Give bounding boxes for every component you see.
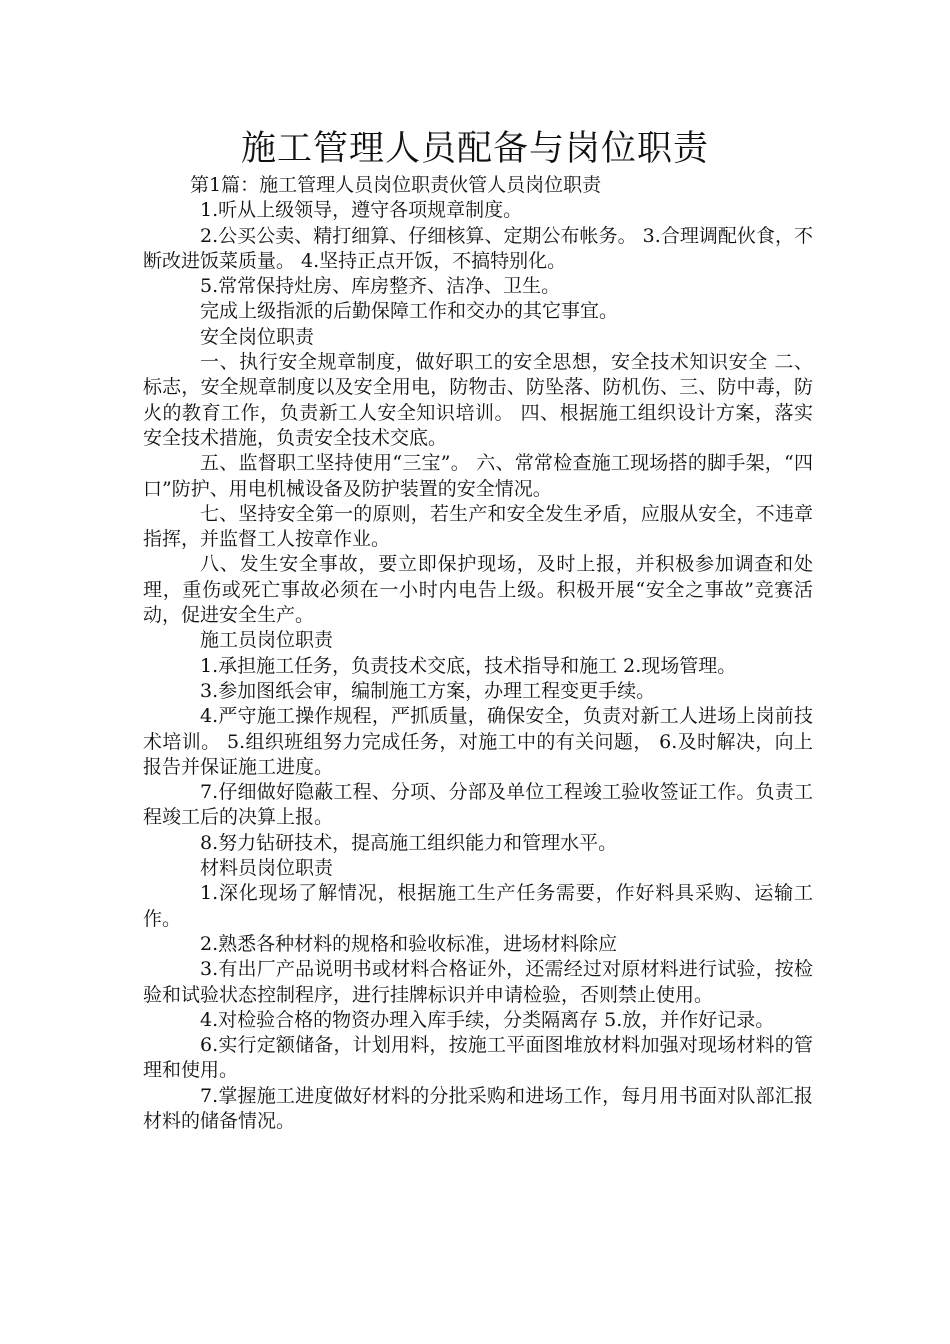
paragraph: 4.对检验合格的物资办理入库手续，分类隔离存 5.放，并作好记录。 [200,1008,775,1031]
paragraph: 1.深化现场了解情况，根据施工生产任务需要，作好料具采购、运输工作。 [143,882,813,930]
paragraph: 八、发生安全事故，要立即保护现场，及时上报，并积极参加调查和处理，重伤或死亡事故必须在一小时内电告上级。积极开展“安全之事故”竞赛活动，促进安全生产。 [143,553,813,627]
document-body [143,173,813,1134]
paragraph: 8.努力钻研技术，提高施工组织能力和管理水平。 [200,831,618,854]
paragraph: 七、坚持安全第一的原则，若生产和安全发生矛盾，应服从安全，不违章指挥，并监督工人按章作业。 [143,502,813,551]
paragraph: 1.听从上级领导，遵守各项规章制度。 [200,199,523,222]
paragraph: 3.参加图纸会审，编制施工方案，办理工程变更手续。 [200,679,656,702]
subheading-safety-duties: 安全岗位职责 [200,325,315,348]
paragraph: 4.严守施工操作规程，严抓质量，确保安全，负责对新工人进场上岗前技术培训。 5.组织班组努力完成任务，对施工中的有关问题， 6.及时解决，向上报告并保证施工进度。 [143,705,813,778]
paragraph: 1.承担施工任务，负责技术交底，技术指导和施工 2.现场管理。 [200,654,737,677]
paragraph: 5.常常保持灶房、库房整齐、洁净、卫生。 [200,275,561,298]
paragraph: 五、监督职工坚持使用“三宝”。 六、常常检查施工现场搭的脚手架，“四口”防护、用电机械设备及防护装置的安全情况。 [143,452,813,500]
paragraph: 7.仔细做好隐蔽工程、分项、分部及单位工程竣工验收签证工作。负责工程竣工后的决算上报。 [143,781,813,829]
paragraph-section-heading: 第1篇：施工管理人员岗位职责伙管人员岗位职责 [190,174,602,196]
subheading-materials-staff-duties: 材料员岗位职责 [200,857,334,880]
paragraph: 7.掌握施工进度做好材料的分批采购和进场工作，每月用书面对队部汇报材料的储备情况。 [143,1084,813,1132]
page-title: 施工管理人员配备与岗位职责 [240,129,709,169]
paragraph: 一、执行安全规章制度，做好职工的安全思想，安全技术知识安全 二、标志，安全规章制度以及安全用电，防物击、防坠落、防机伤、三、防中毒，防火的教育工作，负责新工人安全知识培训。 四、根据施工组织设计方案，落实安全技术措施，负责安全技术交底。 [143,351,813,449]
paragraph: 2.熟悉各种材料的规格和验收标准，进场材料除应 [200,932,618,955]
paragraph: 3.有出厂产品说明书或材料合格证外，还需经过对原材料进行试验，按检验和试验状态控制程序，进行挂牌标识并申请检验，否则禁止使用。 [143,958,813,1006]
paragraph: 2.公买公卖、精打细算、仔细核算、定期公布帐务。 3.合理调配伙食，不断改进饭菜质量。 4.坚持正点开饭，不搞特别化。 [143,224,813,272]
subheading-construction-staff-duties: 施工员岗位职责 [200,629,334,652]
paragraph: 完成上级指派的后勤保障工作和交办的其它事宜。 [200,300,619,323]
paragraph: 6.实行定额储备，计划用料，按施工平面图堆放材料加强对现场材料的管理和使用。 [143,1034,813,1082]
